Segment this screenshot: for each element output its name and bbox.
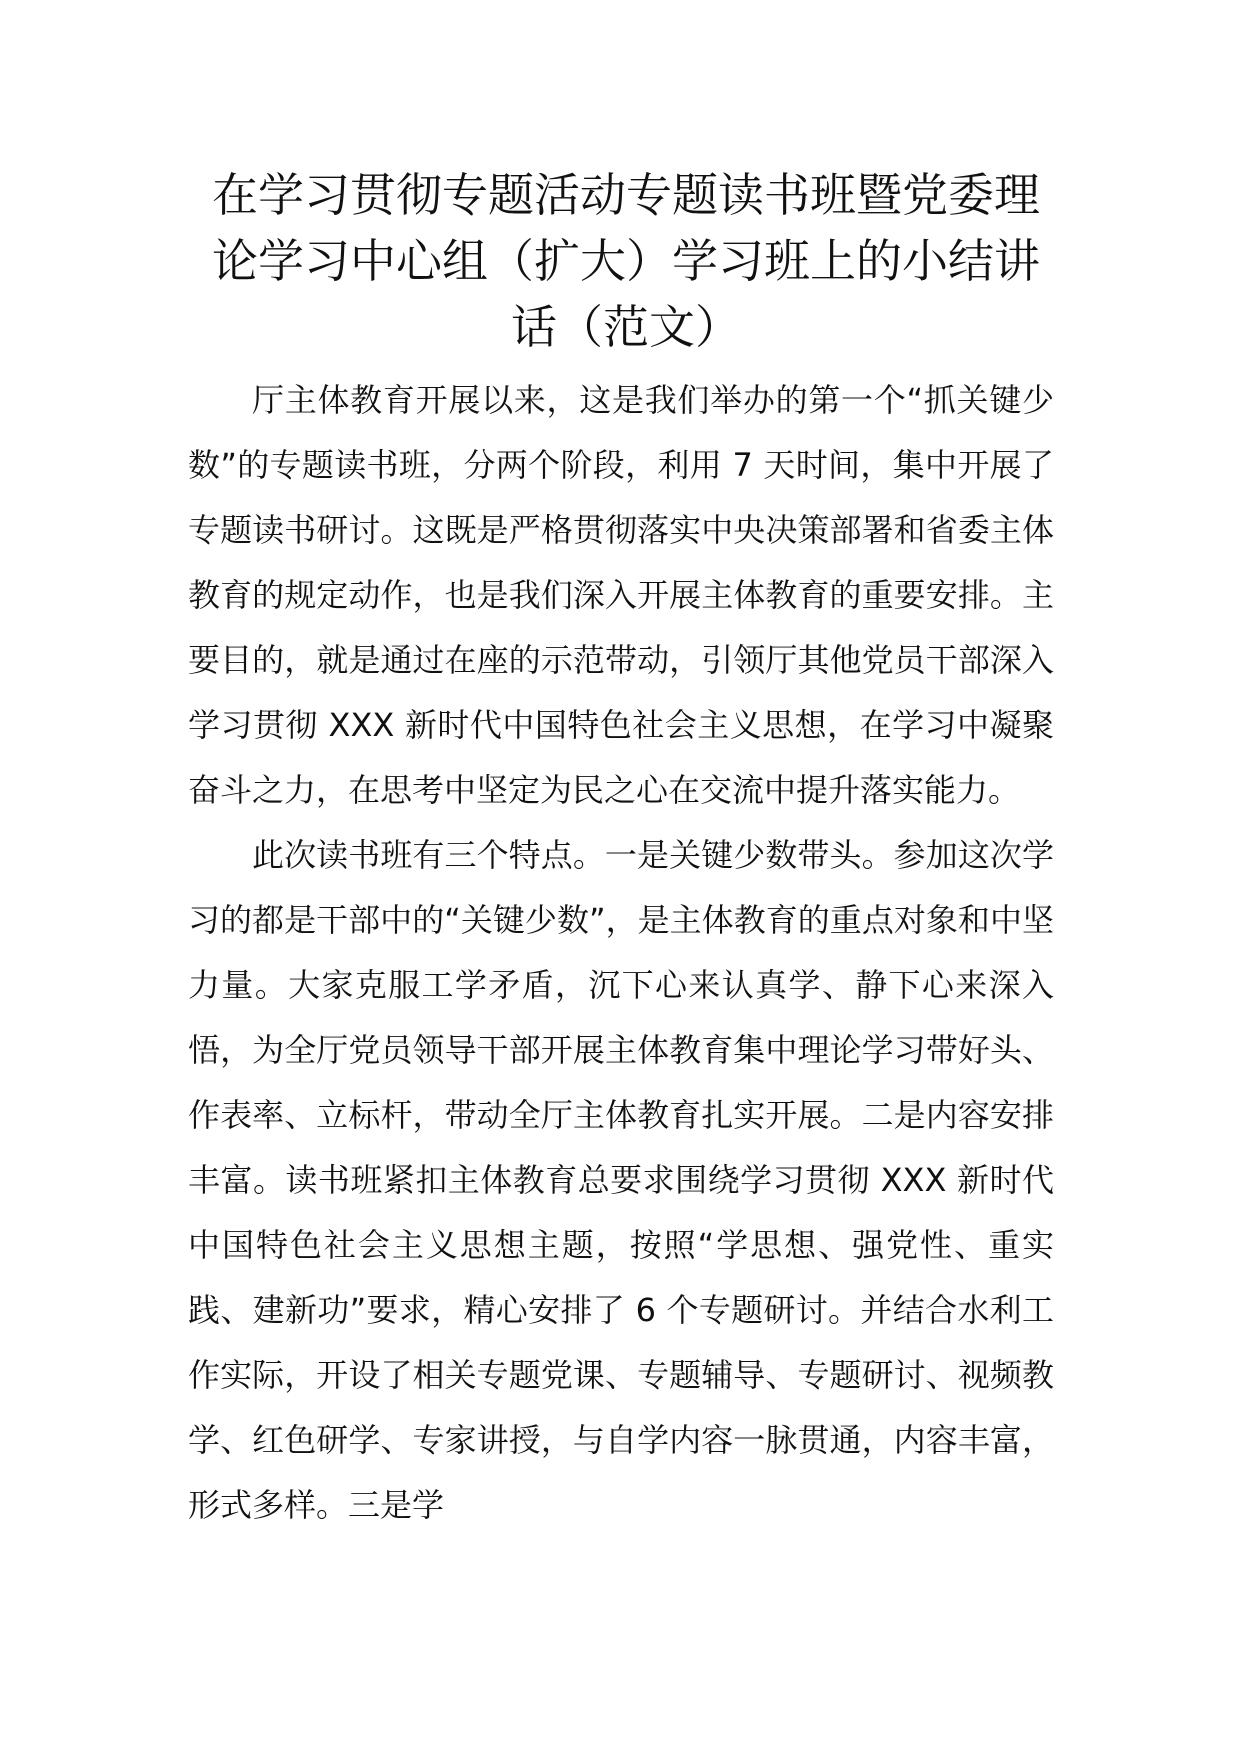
paragraph: 厅主体教育开展以来，这是我们举办的第一个“抓关键少数”的专题读书班，分两个阶段，利用 7 天时间，集中开展了专题读书研讨。这既是严格贯彻落实中央决策部署和省委主体教育的规定动作，也是我们深入开展主体教育的重要安排。主要目的，就是通过在座的示范带动，引领厅其他党员干部深入学习贯彻 XXX 新时代中国特色社会主义思想，在学习中凝聚奋斗之力，在思考中坚定为民之心在交流中提升落实能力。	[188, 381, 1054, 809]
paragraph: 此次读书班有三个特点。一是关键少数带头。参加这次学习的都是干部中的“关键少数”，是主体教育的重点对象和中坚力量。大家克服工学矛盾，沉下心来认真学、静下心来深入悟，为全厅党员领导干部开展主体教育集中理论学习带好头、作表率、立标杆，带动全厅主体教育扎实开展。二是内容安排丰富。读书班紧扣主体教育总要求围绕学习贯彻 XXX 新时代中国特色社会主义思想主题，按照“学思想、强党性、重实践、建新功”要求，精心安排了 6 个专题研讨。并结合水利工作实际，开设了相关专题党课、专题辅导、专题研讨、视频教学、红色研学、专家讲授，与自学内容一脉贯通，内容丰富，形式多样。三是学	[188, 836, 1054, 1524]
document-title: 在学习贯彻专题活动专题读书班暨党委理论学习中心组（扩大）学习班上的小结讲话（范文）	[212, 168, 1040, 354]
document-body	[188, 368, 1054, 1538]
